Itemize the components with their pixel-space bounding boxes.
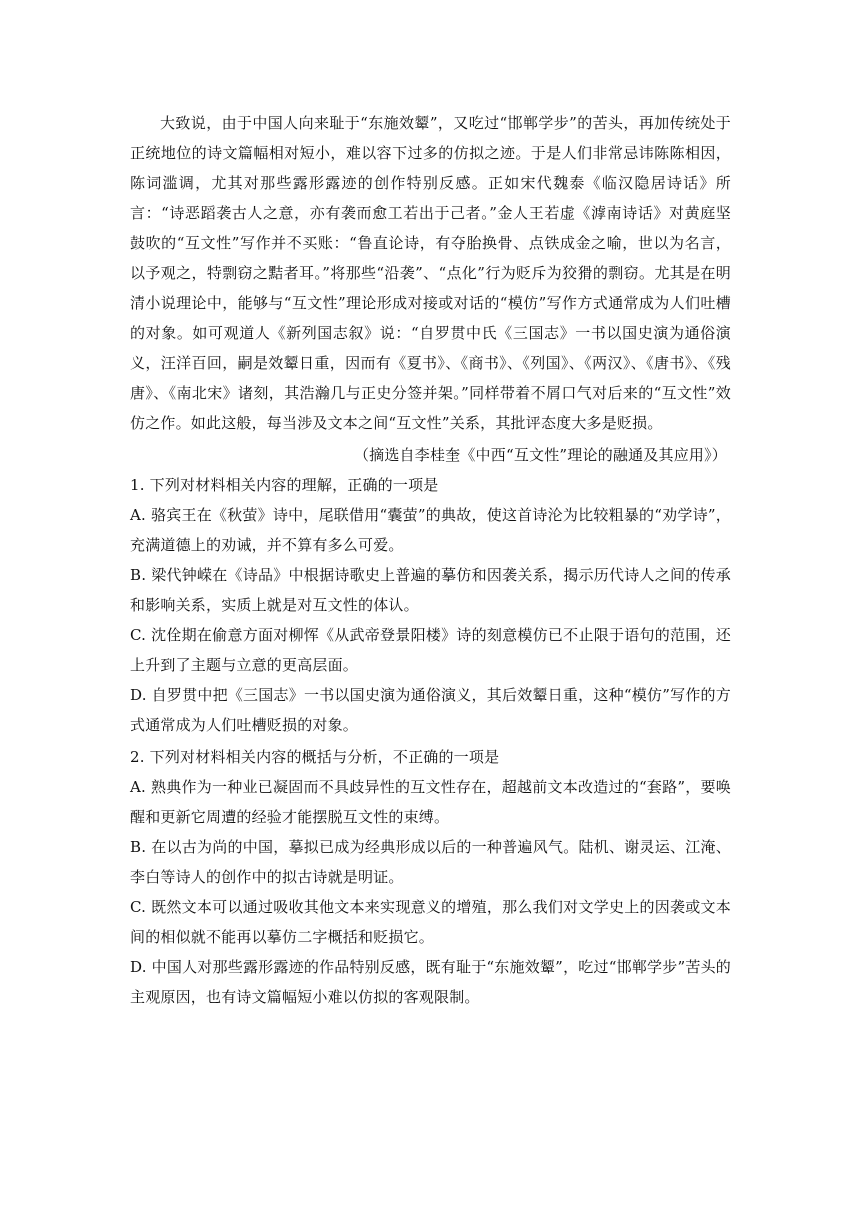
option-d: D. 自罗贯中把《三国志》一书以国史演为通俗演义，其后效颦日重，这种“模仿”写作的方式通常成为人们吐槽贬损的对象。	[130, 686, 731, 734]
option-b: B. 在以古为尚的中国，摹拟已成为经典形成以后的一种普遍风气。陆机、谢灵运、江淹、李白等诗人的创作中的拟古诗就是明证。	[130, 838, 731, 886]
question-1	[130, 470, 731, 740]
question-2	[130, 742, 731, 1012]
question-stem: 2. 下列对材料相关内容的概括与分析，不正确的一项是	[130, 748, 500, 766]
question-stem: 1. 下列对材料相关内容的理解，正确的一项是	[130, 476, 439, 494]
option-a: A. 熟典作为一种业已凝固而不具歧异性的互文性存在，超越前文本改造过的“套路”，要唤醒和更新它周遭的经验才能摆脱互文性的束缚。	[130, 778, 731, 826]
passage-source: （摘选自李桂奎《中西“互文性”理论的融通及其应用》）	[353, 446, 727, 464]
document-page	[130, 108, 731, 1012]
option-b: B. 梁代钟嵘在《诗品》中根据诗歌史上普遍的摹仿和因袭关系，揭示历代诗人之间的传承和影响关系，实质上就是对互文性的体认。	[130, 566, 731, 614]
option-a: A. 骆宾王在《秋萤》诗中，尾联借用“囊萤”的典故，使这首诗沦为比较粗暴的“劝学诗”，充满道德上的劝诫，并不算有多么可爱。	[130, 506, 731, 554]
passage-paragraph: 大致说，由于中国人向来耻于“东施效颦”，又吃过“邯郸学步”的苦头，再加传统处于正统地位的诗文篇幅相对短小，难以容下过多的仿拟之迹。于是人们非常忌讳陈陈相因，陈词滥调，尤其对那些露形露迹的创作特别反感。正如宋代魏泰《临汉隐居诗话》所言：“诗恶蹈袭古人之意，亦有袭而愈工若出于己者。”金人王若虚《滹南诗话》对黄庭坚鼓吹的“互文性”写作并不买账：“鲁直论诗，有夺胎换骨、点铁成金之喻，世以为名言，以予观之，特剽窃之黠者耳。”将那些“沿袭”、“点化”行为贬斥为狡猾的剽窃。尤其是在明清小说理论中，能够与“互文性”理论形成对接或对话的“模仿”写作方式通常成为人们吐槽的对象。如可观道人《新列国志叙》说：“自罗贯中氏《三国志》一书以国史演为通俗演义，汪洋百回，嗣是效颦日重，因而有《夏书》、《商书》、《列国》、《两汉》、《唐书》、《残唐》、《南北宋》诸刻，其浩瀚几与正史分签并架。”同样带着不屑口气对后来的“互文性”效仿之作。如此这般，每当涉及文本之间“互文性”关系，其批评态度大多是贬损。	[130, 114, 731, 432]
option-c: C. 既然文本可以通过吸收其他文本来实现意义的增殖，那么我们对文学史上的因袭或文本间的相似就不能再以摹仿二字概括和贬损它。	[130, 898, 731, 946]
option-c: C. 沈佺期在偷意方面对柳恽《从武帝登景阳楼》诗的刻意模仿已不止限于语句的范围，还上升到了主题与立意的更高层面。	[130, 626, 731, 674]
option-d: D. 中国人对那些露形露迹的作品特别反感，既有耻于“东施效颦”，吃过“邯郸学步”苦头的主观原因，也有诗文篇幅短小难以仿拟的客观限制。	[130, 958, 731, 1006]
